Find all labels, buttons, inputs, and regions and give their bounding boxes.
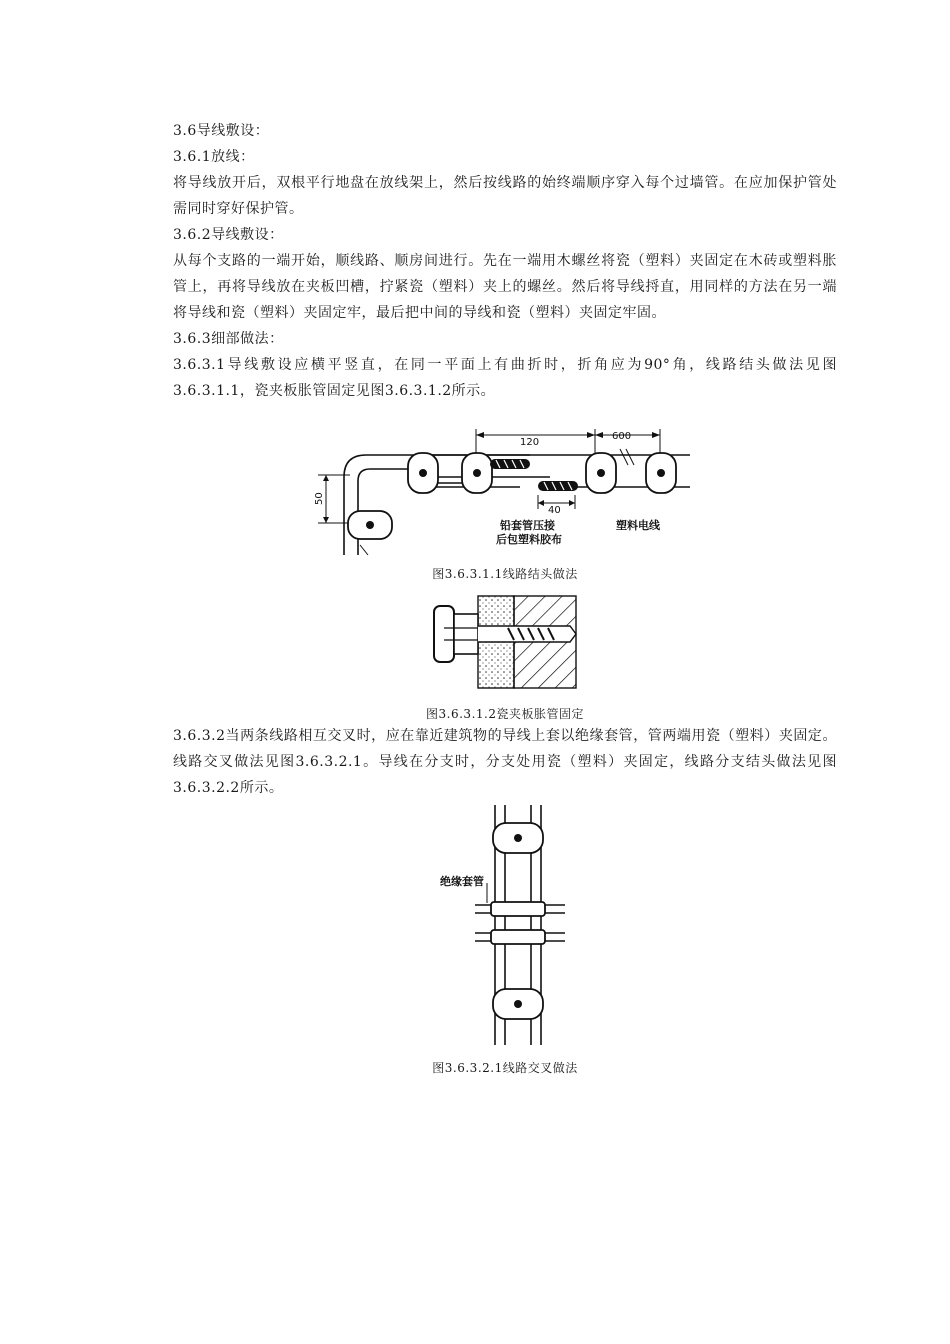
- heading-3-6: 3.6导线敷设：: [173, 123, 270, 139]
- caption-figure-1: 图3.6.3.1.1线路结头做法: [432, 567, 578, 581]
- label-sleeve-line2: 后包塑料胶布: [496, 533, 562, 546]
- paragraph-3-6-2: 从每个支路的一端开始，顺线路、顺房间进行。先在一端用木螺丝将瓷（塑料）夹固定在木砖或塑料胀管上，再将导线放在夹板凹槽，拧紧瓷（塑料）夹上的螺丝。然后将导线捋直，用同样的方法在另一端将导线和瓷（塑料）夹固定牢，最后把中间的导线和瓷（塑料）夹固定牢固。: [173, 253, 837, 321]
- heading-3-6-2: 3.6.2导线敷设：: [173, 227, 284, 243]
- text-block-bottom: [173, 723, 837, 801]
- paragraph-3-6-3-2: 3.6.3.2当两条线路相互交叉时，应在靠近建筑物的导线上套以绝缘套管，管两端用瓷（塑料）夹固定。线路交叉做法见图3.6.3.2.1。导线在分支时，分支处用瓷（塑料）夹固定，线路分支结头做法见图3.6.3.2.2所示。: [173, 728, 837, 796]
- caption-figure-2: 图3.6.3.1.2瓷夹板胀管固定: [426, 707, 584, 721]
- dim-40-label: 40: [548, 505, 561, 516]
- figure-line-crossing: [435, 805, 575, 1045]
- paragraph-3-6-3-1: 3.6.3.1导线敷设应横平竖直，在同一平面上有曲折时，折角应为90°角，线路结头做法见图3.6.3.1.1，瓷夹板胀管固定见图3.6.3.1.2所示。: [173, 357, 837, 399]
- label-sleeve-line1: 铅套管压接: [500, 519, 555, 532]
- dim-600-label: 600: [612, 431, 632, 442]
- caption-figure-3: 图3.6.3.2.1线路交叉做法: [432, 1061, 578, 1075]
- heading-3-6-3: 3.6.3细部做法：: [173, 331, 284, 347]
- label-plastic-wire: 塑料电线: [616, 519, 660, 532]
- label-insulating-tube: 绝缘套管: [440, 875, 484, 888]
- paragraph-3-6-1: 将导线放开后，双根平行地盘在放线架上，然后按线路的始终端顺序穿入每个过墙管。在应加保护管处需同时穿好保护管。: [173, 175, 837, 217]
- figure-wire-joint: [310, 425, 710, 560]
- dim-50-label: 50: [314, 492, 325, 505]
- text-block-top: [173, 118, 837, 404]
- figure-clamp-anchor: [430, 592, 580, 694]
- dim-120-label: 120: [520, 437, 540, 448]
- heading-3-6-1: 3.6.1放线：: [173, 149, 255, 165]
